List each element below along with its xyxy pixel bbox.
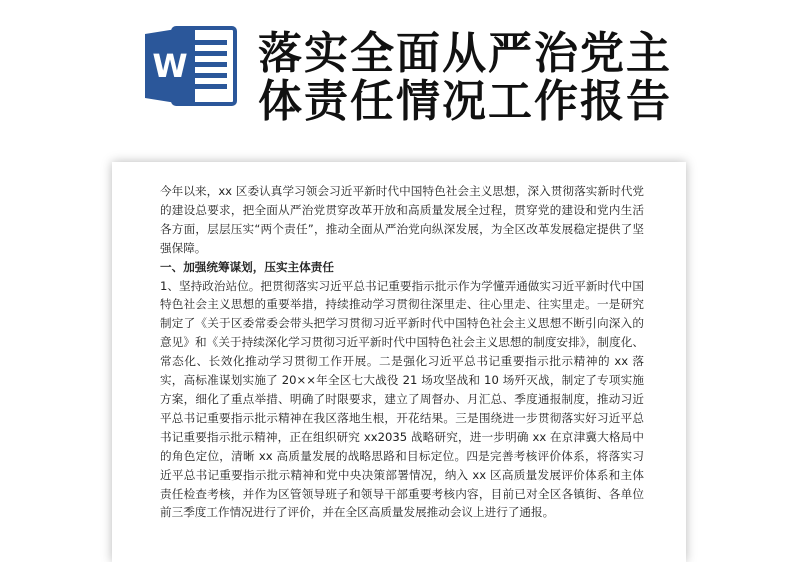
- document-page: [112, 162, 686, 562]
- svg-text:W: W: [152, 47, 188, 85]
- title-line-2: 体责任情况工作报告: [258, 76, 672, 127]
- section-heading: 一、加强统筹谋划，压实主体责任: [160, 259, 334, 274]
- document-body: [160, 182, 644, 522]
- word-icon: [143, 22, 239, 110]
- header-banner: [0, 0, 800, 170]
- section-paragraph: 1、坚持政治站位。把贯彻落实习近平总书记重要指示批示作为学懂弄通做实习近平新时代中国特色社会主义思想的重要举措，持续推动学习贯彻往深里走、往心里走、往实里走。一是研究制定了《关于区委常委会带头把学习贯彻习近平新时代中国特色社会主义思想不断引向深入的意见》和《关于持续深化学习贯彻习近平新时代中国特色社会主义思想的制度安排》，制度化、常态化、长效化推动学习贯彻工作开展。二是强化习近平总书记重要指示批示精神的 xx 落实，高标准谋划实施了 20××年全区七大战役 21 场攻坚战和 10 场歼灭战，制定了专项实施方案，细化了重点举措、明确了时限要求，建立了周督办、月汇总、季度通报制度，推动习近平总书记重要指示批示精神在我区落地生根，开花结果。三是围绕进一步贯彻落实好习近平总书记重要指示批示精神，正在组织研究 xx2035 战略研究，进一步明确 xx 在京津冀大格局中的角色定位，清晰 xx 高质量发展的战略思路和目标定位。四是完善考核评价体系，将落实习近平总书记重要指示批示精神和党中央决策部署情况，纳入 xx 区高质量发展评价体系和主体责任检查考核，并作为区管领导班子和领导干部重要考核内容，目前已对全区各镇街、各单位前三季度工作情况进行了评价，并在全区高质量发展推动会议上进行了通报。: [160, 278, 644, 520]
- title-line-1: 落实全面从严治党主: [258, 28, 672, 79]
- intro-paragraph: 今年以来，xx 区委认真学习领会习近平新时代中国特色社会主义思想，深入贯彻落实新时代党的建设总要求，把全面从严治党贯穿改革开放和高质量发展全过程，贯穿党的建设和党内生活各方面，层层压实“两个责任”，推动全面从严治党向纵深发展，为全区改革发展稳定提供了坚强保障。: [160, 184, 644, 255]
- page-title: [258, 30, 778, 126]
